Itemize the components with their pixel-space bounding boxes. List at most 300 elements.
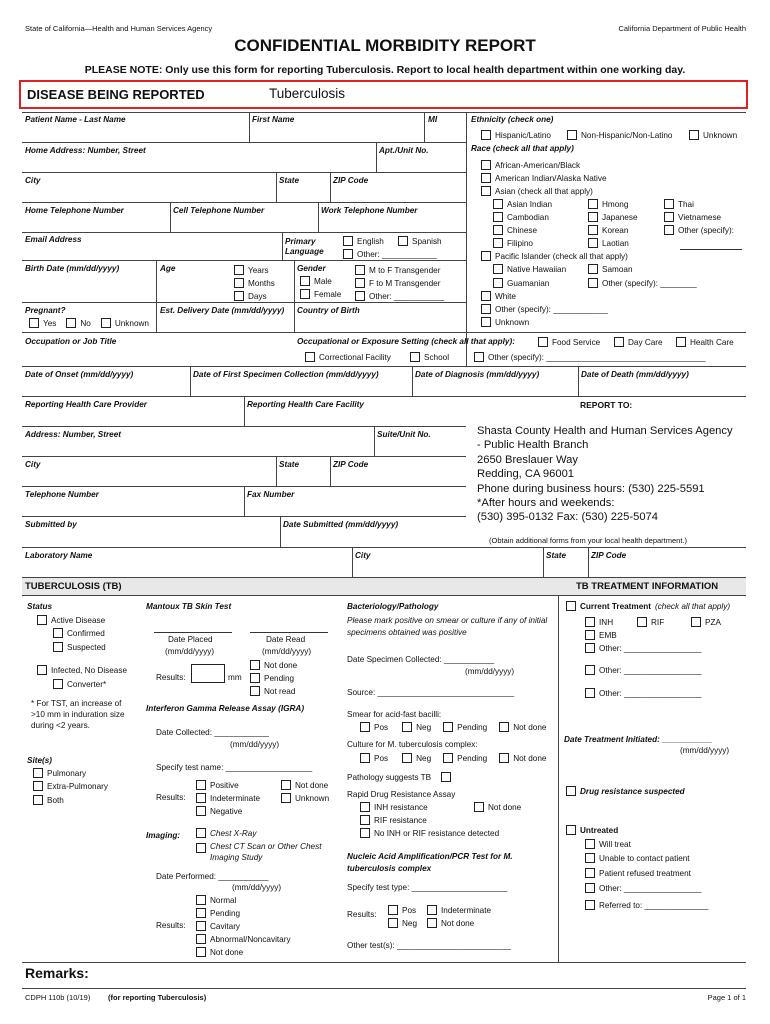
xray-label: Chest X-Ray (210, 828, 257, 838)
no-resistance-label: No INH or RIF resistance detected (374, 828, 500, 838)
asian-checkbox[interactable] (481, 186, 491, 196)
imaging-normal-label: Normal (210, 895, 237, 905)
both-sites-label: Both (47, 795, 64, 805)
report-line: 2650 Breslauer Way (477, 453, 578, 466)
inh-checkbox[interactable] (585, 617, 595, 627)
igra-date-collected: Date Collected: ____________ (156, 728, 269, 737)
specimen-date-label: Date of First Specimen Collection (mm/dd/yyyy) (193, 370, 379, 379)
provider-label: Reporting Health Care Provider (25, 400, 147, 409)
date-submitted-label: Date Submitted (mm/dd/yyyy) (283, 520, 399, 529)
naa-label: Nucleic Acid Amplification/PCR Test for M. tuberculosis complex (347, 852, 513, 873)
white-label: White (495, 291, 516, 301)
agency-left: State of California—Health and Human Services Agency (25, 24, 213, 33)
pza-checkbox[interactable] (691, 617, 701, 627)
imaging-cavitary-label: Cavitary (210, 921, 241, 931)
rapid-not-done-checkbox[interactable] (474, 802, 484, 812)
active-disease-label: Active Disease (51, 615, 106, 625)
food-service-label: Food Service (552, 337, 601, 347)
igra-date-format: (mm/dd/yyyy) (230, 740, 280, 749)
referred-checkbox[interactable] (585, 900, 595, 910)
asian-other-checkbox[interactable] (664, 225, 674, 235)
imaging-pending-label: Pending (210, 908, 241, 918)
work-tel-label: Work Telephone Number (321, 206, 418, 215)
page-title: CONFIDENTIAL MORBIDITY REPORT (234, 36, 536, 55)
igra-label: Interferon Gamma Release Assay (IGRA) (146, 704, 305, 713)
african-label: African-American/Black (495, 160, 581, 170)
race-unknown-checkbox[interactable] (481, 317, 491, 327)
culture-pos-checkbox[interactable] (360, 753, 370, 763)
naa-indeterminate-label: Indeterminate (441, 905, 492, 915)
date-placed-format: (mm/dd/yyyy) (165, 647, 215, 656)
gender-other-label: Other: ___________ (369, 291, 445, 301)
imaging-results-label: Results: (156, 921, 186, 930)
months-label: Months (248, 278, 275, 288)
treatment-other-2-checkbox[interactable] (585, 665, 595, 675)
fax-label: Fax Number (247, 490, 295, 499)
chinese-checkbox[interactable] (493, 225, 503, 235)
samoan-label: Samoan (602, 264, 633, 274)
converter-checkbox[interactable] (53, 679, 63, 689)
pacific-label: Pacific Islander (check all that apply) (495, 251, 628, 261)
day-care-label: Day Care (628, 337, 663, 347)
hawaiian-checkbox[interactable] (493, 264, 503, 274)
laotian-label: Laotian (602, 238, 629, 248)
culture-not-done-label: Not done (513, 753, 547, 763)
imaging-date-performed: Date Performed: ___________ (156, 872, 269, 881)
pathology-checkbox[interactable] (441, 772, 451, 782)
active-disease-checkbox[interactable] (37, 615, 47, 625)
untreated-label: Untreated (580, 825, 619, 835)
igra-not-done-label: Not done (295, 780, 329, 790)
igra-indeterminate-label: Indeterminate (210, 793, 261, 803)
pregnant-yes-checkbox[interactable] (29, 318, 39, 328)
extra-pulmonary-label: Extra-Pulmonary (47, 781, 108, 791)
suspected-checkbox[interactable] (53, 642, 63, 652)
correctional-checkbox[interactable] (305, 352, 315, 362)
culture-pos-label: Pos (374, 753, 389, 763)
treatment-other-2-label: Other: _________________ (599, 665, 702, 675)
will-treat-label: Will treat (599, 839, 631, 849)
birth-country-label: Country of Birth (297, 306, 360, 315)
report-line: *After hours and weekends: (477, 497, 615, 510)
smear-neg-label: Neg (416, 722, 432, 732)
status-label: Status (27, 602, 53, 611)
igra-positive-label: Positive (210, 780, 239, 790)
remarks-label: Remarks: (25, 965, 89, 981)
filipino-checkbox[interactable] (493, 238, 503, 248)
non-hispanic-label: Non-Hispanic/Non-Latino (581, 130, 673, 140)
pregnant-label: Pregnant? (25, 306, 66, 315)
smear-pending-label: Pending (457, 722, 488, 732)
culture-neg-checkbox[interactable] (402, 753, 412, 763)
tst-not-done-label: Not done (264, 660, 298, 670)
confirmed-label: Confirmed (67, 628, 105, 638)
cambodian-checkbox[interactable] (493, 212, 503, 222)
lab-zip-label: ZIP Code (591, 551, 627, 560)
imaging-pending-checkbox[interactable] (196, 908, 206, 918)
referred-label: Referred to: ______________ (599, 900, 709, 910)
naa-not-done-label: Not done (441, 918, 475, 928)
smear-neg-checkbox[interactable] (402, 722, 412, 732)
ethnicity-title: Ethnicity (check one) (471, 115, 554, 124)
disease-value[interactable]: Tuberculosis (269, 86, 346, 101)
rif-label: RIF (651, 617, 665, 627)
zip-label: ZIP Code (333, 176, 369, 185)
unable-contact-checkbox[interactable] (585, 853, 595, 863)
naa-test-type: Specify test type: _____________________ (347, 883, 508, 892)
report-line: Phone during business hours: (530) 225-5591 (477, 482, 705, 495)
date-specimen-collected: Date Specimen Collected: ___________ (347, 655, 495, 664)
igra-negative-checkbox[interactable] (196, 806, 206, 816)
igra-unknown-checkbox[interactable] (281, 793, 291, 803)
race-other-checkbox[interactable] (481, 304, 491, 314)
race-unknown-label: Unknown (495, 317, 530, 327)
unable-contact-label: Unable to contact patient (599, 853, 690, 863)
inh-label: INH (599, 617, 614, 627)
school-label: School (424, 352, 450, 362)
will-treat-checkbox[interactable] (585, 839, 595, 849)
igra-not-done-checkbox[interactable] (281, 780, 291, 790)
english-label: English (357, 236, 384, 246)
telephone-label: Telephone Number (25, 490, 99, 499)
day-care-checkbox[interactable] (614, 337, 624, 347)
imaging-cavitary-checkbox[interactable] (196, 921, 206, 931)
tst-results-label: Results: (156, 673, 186, 682)
primary-language-label: Primary Language (285, 237, 324, 256)
imaging-not-done-label: Not done (210, 947, 244, 957)
current-treatment-note: (check all that apply) (654, 601, 731, 611)
drug-resistance-label: Drug resistance suspected (580, 786, 685, 796)
spanish-checkbox[interactable] (398, 236, 408, 246)
igra-test-name: Specify test name: ___________________ (156, 763, 313, 772)
bacteriology-label: Bacteriology/Pathology (347, 602, 439, 611)
source-field: Source: ______________________________ (347, 688, 515, 697)
date-read-format: (mm/dd/yyyy) (262, 647, 312, 656)
hawaiian-label: Native Hawaiian (507, 264, 567, 274)
date-initiated-label: Date Treatment Initiated: ___________ (564, 735, 713, 744)
home-address-label: Home Address: Number, Street (25, 146, 146, 155)
tst-not-read-checkbox[interactable] (250, 686, 260, 696)
female-label: Female (314, 289, 342, 299)
hmong-label: Hmong (602, 199, 629, 209)
correctional-label: Correctional Facility (319, 352, 391, 362)
provider-city-label: City (25, 460, 41, 469)
ct-label: Chest CT Scan or Other Chest Imaging Study (210, 842, 322, 862)
mtf-checkbox[interactable] (355, 265, 365, 275)
years-checkbox[interactable] (234, 265, 244, 275)
naa-neg-checkbox[interactable] (388, 918, 398, 928)
imaging-not-done-checkbox[interactable] (196, 947, 206, 957)
health-care-label: Health Care (690, 337, 734, 347)
thai-label: Thai (678, 199, 694, 209)
culture-pending-label: Pending (457, 753, 488, 763)
rif-checkbox[interactable] (637, 617, 647, 627)
tst-not-done-checkbox[interactable] (250, 660, 260, 670)
cell-tel-label: Cell Telephone Number (173, 206, 265, 215)
rapid-assay-label: Rapid Drug Resistance Assay (347, 790, 456, 799)
last-name-label: Patient Name - Last Name (25, 115, 126, 124)
tst-footnote: * For TST, an increase of >10 mm in induration size during <2 years. (31, 699, 125, 730)
japanese-checkbox[interactable] (588, 212, 598, 222)
untreated-other-label: Other: _________________ (599, 883, 702, 893)
igra-negative-label: Negative (210, 806, 243, 816)
ethnicity-unknown-checkbox[interactable] (689, 130, 699, 140)
home-tel-label: Home Telephone Number (25, 206, 124, 215)
lab-name-label: Laboratory Name (25, 551, 93, 560)
igra-unknown-label: Unknown (295, 793, 330, 803)
race-title: Race (check all that apply) (471, 144, 574, 153)
smear-not-done-label: Not done (513, 722, 547, 732)
occupation-label: Occupation or Job Title (25, 337, 117, 346)
report-line: Redding, CA 96001 (477, 468, 575, 481)
spanish-label: Spanish (412, 236, 442, 246)
asian-indian-checkbox[interactable] (493, 199, 503, 209)
laotian-checkbox[interactable] (588, 238, 598, 248)
extra-pulmonary-checkbox[interactable] (33, 781, 43, 791)
igra-indeterminate-checkbox[interactable] (196, 793, 206, 803)
delivery-date-label: Est. Delivery Date (mm/dd/yyyy) (160, 306, 285, 315)
naa-pos-label: Pos (402, 905, 417, 915)
igra-positive-checkbox[interactable] (196, 780, 206, 790)
pregnant-no-checkbox[interactable] (66, 318, 76, 328)
current-treatment-checkbox[interactable] (566, 601, 576, 611)
pregnant-unknown-label: Unknown (114, 318, 149, 328)
forms-note: (Obtain additional forms from your local health department.) (489, 536, 688, 545)
inh-resistance-label: INH resistance (374, 802, 428, 812)
emb-checkbox[interactable] (585, 630, 595, 640)
pathology-label: Pathology suggests TB (347, 772, 432, 782)
imaging-abnormal-label: Abnormal/Noncavitary (210, 934, 291, 944)
date-initiated-format: (mm/dd/yyyy) (680, 746, 730, 755)
form-note: (for reporting Tuberculosis) (108, 993, 207, 1002)
city-label: City (25, 176, 41, 185)
submitted-by-label: Submitted by (25, 520, 77, 529)
smear-pos-checkbox[interactable] (360, 722, 370, 732)
current-treatment-label: Current Treatment (580, 601, 651, 611)
years-label: Years (248, 265, 269, 275)
lab-city-label: City (355, 551, 371, 560)
hispanic-checkbox[interactable] (481, 130, 491, 140)
female-checkbox[interactable] (300, 289, 310, 299)
naa-not-done-checkbox[interactable] (427, 918, 437, 928)
korean-label: Korean (602, 225, 629, 235)
ftm-label: F to M Transgender (369, 278, 441, 288)
email-label: Email Address (25, 235, 82, 244)
untreated-checkbox[interactable] (566, 825, 576, 835)
report-to-label: REPORT TO: (580, 400, 633, 410)
confirmed-checkbox[interactable] (53, 628, 63, 638)
thai-checkbox[interactable] (664, 199, 674, 209)
english-checkbox[interactable] (343, 236, 353, 246)
korean-checkbox[interactable] (588, 225, 598, 235)
tst-mm-unit: mm (228, 673, 242, 682)
treatment-other-1-label: Other: _________________ (599, 643, 702, 653)
infected-checkbox[interactable] (37, 665, 47, 675)
race-other-label: Other (specify): ____________ (495, 304, 608, 314)
hmong-checkbox[interactable] (588, 199, 598, 209)
asian-indian-label: Asian Indian (507, 199, 553, 209)
converter-label: Converter* (67, 679, 107, 689)
specimen-date-format: (mm/dd/yyyy) (465, 667, 515, 676)
filipino-label: Filipino (507, 238, 533, 248)
mantoux-label: Mantoux TB Skin Test (146, 602, 232, 611)
state-label: State (279, 176, 300, 185)
smear-not-done-checkbox[interactable] (499, 722, 509, 732)
provider-address-label: Address: Number, Street (25, 430, 122, 439)
pacific-other-checkbox[interactable] (588, 278, 598, 288)
mi-label: MI (428, 115, 438, 124)
tst-pending-label: Pending (264, 673, 295, 683)
ct-checkbox[interactable] (196, 843, 206, 853)
igra-results-label: Results: (156, 793, 186, 802)
page-note: PLEASE NOTE: Only use this form for reporting Tuberculosis. Report to local health department within one working day. (84, 64, 686, 76)
lab-state-label: State (546, 551, 567, 560)
samoan-checkbox[interactable] (588, 264, 598, 274)
age-label: Age (160, 264, 176, 273)
cambodian-label: Cambodian (507, 212, 549, 222)
infected-label: Infected, No Disease (51, 665, 128, 675)
smear-label: Smear for acid-fast bacilli: (347, 710, 442, 719)
report-line: (530) 395-0132 Fax: (530) 225-5074 (477, 511, 658, 524)
pza-label: PZA (705, 617, 721, 627)
provider-state-label: State (279, 460, 300, 469)
treatment-other-1-checkbox[interactable] (585, 643, 595, 653)
gender-other-checkbox[interactable] (355, 291, 365, 301)
refused-treatment-label: Patient refused treatment (599, 868, 691, 878)
naa-indeterminate-checkbox[interactable] (427, 905, 437, 915)
facility-label: Reporting Health Care Facility (247, 400, 364, 409)
provider-zip-label: ZIP Code (333, 460, 369, 469)
chinese-label: Chinese (507, 225, 538, 235)
male-checkbox[interactable] (300, 276, 310, 286)
american-indian-checkbox[interactable] (481, 173, 491, 183)
rapid-not-done-label: Not done (488, 802, 522, 812)
naa-neg-label: Neg (402, 918, 418, 928)
african-checkbox[interactable] (481, 160, 491, 170)
report-to-address (477, 424, 733, 525)
birth-date-label: Birth Date (mm/dd/yyyy) (25, 264, 120, 273)
tst-not-read-label: Not read (264, 686, 296, 696)
treatment-other-3-label: Other: _________________ (599, 688, 702, 698)
treatment-section-title: TB TREATMENT INFORMATION (576, 581, 719, 592)
non-hispanic-checkbox[interactable] (567, 130, 577, 140)
imaging-abnormal-checkbox[interactable] (196, 934, 206, 944)
rif-resistance-label: RIF resistance (374, 815, 427, 825)
tst-mm-input[interactable] (191, 664, 225, 683)
agency-right: California Department of Public Health (618, 24, 746, 33)
other-tests: Other test(s): _________________________ (347, 941, 511, 950)
hispanic-label: Hispanic/Latino (495, 130, 551, 140)
imaging-normal-checkbox[interactable] (196, 895, 206, 905)
report-line: Shasta County Health and Human Services Agency (477, 425, 733, 437)
japanese-label: Japanese (602, 212, 638, 222)
white-checkbox[interactable] (481, 291, 491, 301)
setting-other-label: Other (specify): ___________________________________ (488, 352, 706, 362)
page-number: Page 1 of 1 (707, 993, 746, 1002)
report-line: - Public Health Branch (477, 439, 589, 452)
pregnant-yes-label: Yes (43, 318, 57, 328)
naa-results-label: Results: (347, 910, 377, 919)
disease-label: DISEASE BEING REPORTED (27, 87, 205, 102)
suite-label: Suite/Unit No. (377, 430, 431, 439)
date-placed-label: Date Placed (168, 635, 213, 644)
sites-label: Site(s) (27, 756, 53, 765)
months-checkbox[interactable] (234, 278, 244, 288)
naa-pos-checkbox[interactable] (388, 905, 398, 915)
days-checkbox[interactable] (234, 291, 244, 301)
drug-resistance-checkbox[interactable] (566, 786, 576, 796)
language-other-checkbox[interactable] (343, 249, 353, 259)
school-checkbox[interactable] (410, 352, 420, 362)
culture-pending-checkbox[interactable] (443, 753, 453, 763)
inh-resistance-checkbox[interactable] (360, 802, 370, 812)
pregnant-unknown-checkbox[interactable] (101, 318, 111, 328)
vietnamese-checkbox[interactable] (664, 212, 674, 222)
culture-label: Culture for M. tuberculosis complex: (347, 740, 478, 749)
mtf-label: M to F Transgender (369, 265, 441, 275)
food-service-checkbox[interactable] (538, 337, 548, 347)
pregnant-no-label: No (80, 318, 91, 328)
treatment-other-3-checkbox[interactable] (585, 688, 595, 698)
pulmonary-label: Pulmonary (47, 768, 87, 778)
language-other-label: Other: ____________ (357, 249, 437, 259)
date-read-label: Date Read (266, 635, 306, 644)
male-label: Male (314, 276, 332, 286)
ethnicity-unknown-label: Unknown (703, 130, 738, 140)
pacific-checkbox[interactable] (481, 251, 491, 261)
smear-pos-label: Pos (374, 722, 389, 732)
emb-label: EMB (599, 630, 617, 640)
vietnamese-label: Vietnamese (678, 212, 722, 222)
tst-pending-checkbox[interactable] (250, 673, 260, 683)
health-care-checkbox[interactable] (676, 337, 686, 347)
apt-label: Apt./Unit No. (379, 146, 429, 155)
tb-section-title: TUBERCULOSIS (TB) (25, 581, 122, 592)
asian-other-label: Other (specify): (678, 225, 734, 235)
smear-pending-checkbox[interactable] (443, 722, 453, 732)
both-sites-checkbox[interactable] (33, 795, 43, 805)
culture-neg-label: Neg (416, 753, 432, 763)
culture-not-done-checkbox[interactable] (499, 753, 509, 763)
gender-label: Gender (297, 264, 326, 273)
first-name-label: First Name (252, 115, 295, 124)
imaging-date-format: (mm/dd/yyyy) (232, 883, 282, 892)
form-id: CDPH 110b (10/19) (25, 993, 91, 1002)
xray-checkbox[interactable] (196, 828, 206, 838)
suspected-label: Suspected (67, 642, 106, 652)
pacific-other-label: Other (specify): ________ (602, 278, 697, 288)
american-indian-label: American Indian/Alaska Native (495, 173, 607, 183)
onset-label: Date of Onset (mm/dd/yyyy) (25, 370, 134, 379)
pulmonary-checkbox[interactable] (33, 768, 43, 778)
ftm-checkbox[interactable] (355, 278, 365, 288)
diagnosis-date-label: Date of Diagnosis (mm/dd/yyyy) (415, 370, 540, 379)
untreated-other-checkbox[interactable] (585, 883, 595, 893)
guamanian-checkbox[interactable] (493, 278, 503, 288)
rif-resistance-checkbox[interactable] (360, 815, 370, 825)
imaging-label: Imaging: (146, 831, 181, 840)
refused-treatment-checkbox[interactable] (585, 868, 595, 878)
disease-box (19, 80, 748, 109)
setting-other-checkbox[interactable] (474, 352, 484, 362)
days-label: Days (248, 291, 267, 301)
setting-label: Occupational or Exposure Setting (check all that apply): (297, 337, 515, 346)
asian-label: Asian (check all that apply) (495, 186, 593, 196)
guamanian-label: Guamanian (507, 278, 550, 288)
no-resistance-checkbox[interactable] (360, 828, 370, 838)
death-date-label: Date of Death (mm/dd/yyyy) (581, 370, 689, 379)
bacteriology-note: Please mark positive on smear or culture if any of initial specimens obtained was positive (347, 616, 548, 637)
